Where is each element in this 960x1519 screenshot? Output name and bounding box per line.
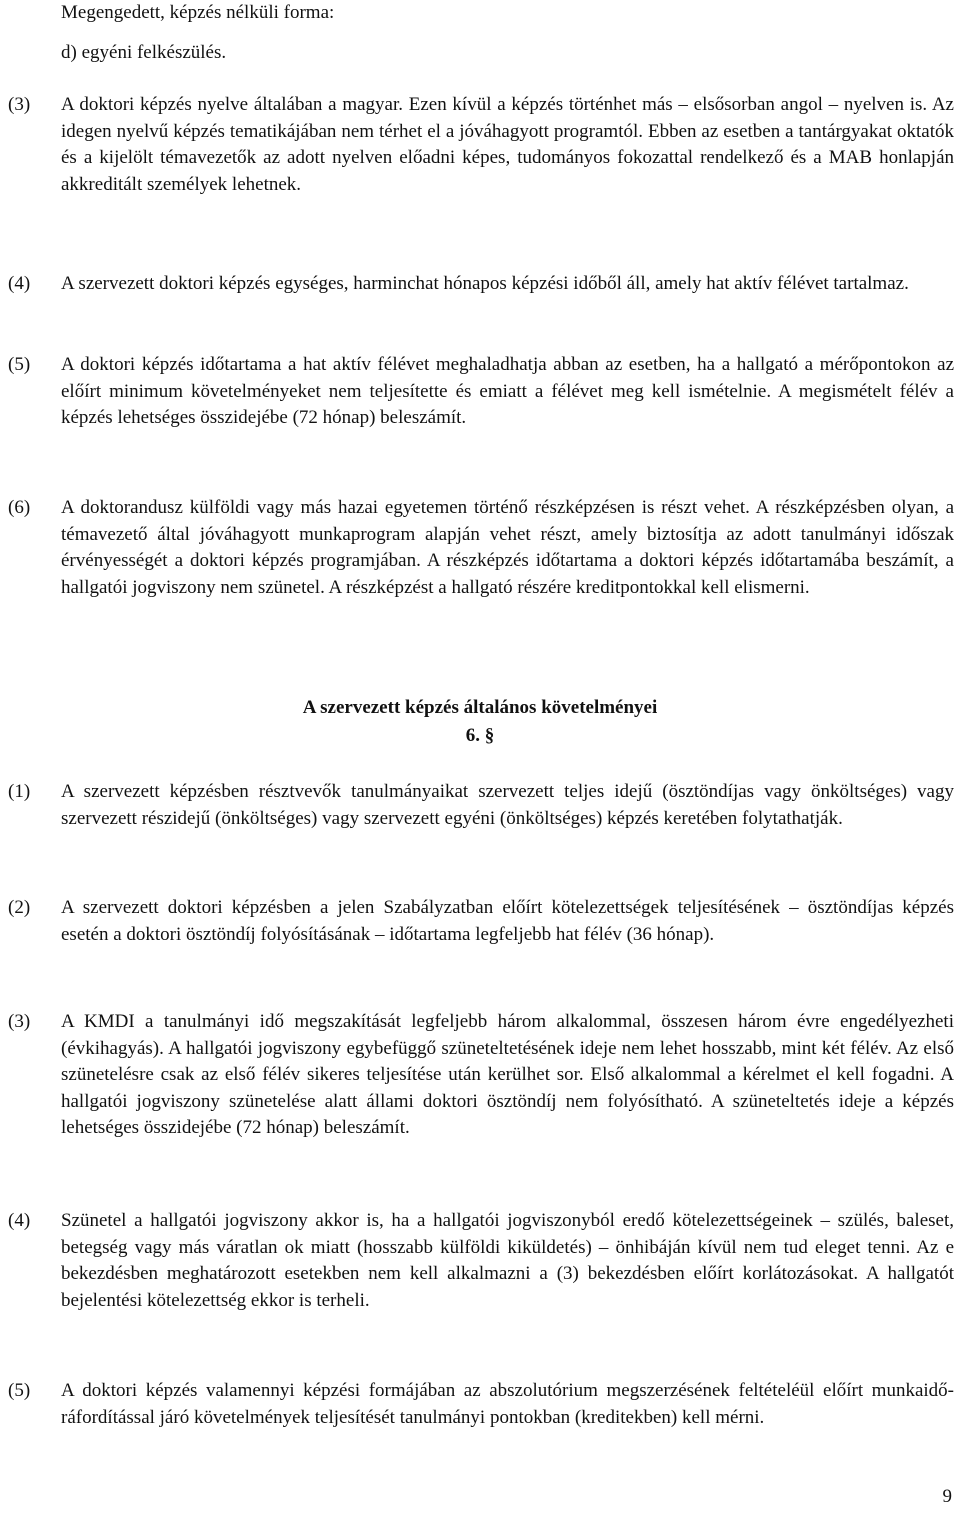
paragraph-text: A doktori képzés nyelve általában a magyar. Ezen kívül a képzés történhet más – elsősorban angol – nyelven is. Az idegen nyelvű képzés tematikájában nem térhet el a jóváhagyott programtól. Ebben az esetben a tantárgyakat oktatók és a kijelölt témavezetők az adott nyelven előadni képes, tudományos fokozattal rendelkező és a MAB honlapján akkreditált személyek lehetnek. (61, 94, 954, 195)
paragraph-number: (2) (8, 897, 31, 918)
paragraph-number: (1) (8, 781, 31, 802)
section-title: A szervezett képzés általános követelményei (302, 697, 658, 718)
paragraph-text: A doktorandusz külföldi vagy más hazai egyetemen történő részképzésen is részt vehet. A részképzésben olyan, a témavezető által jóváhagyott munkaprogram alapján vehet részt, amely biztosítja az adott tanulmányi időszak érvényességét a doktori képzés programjában. A részképzés időtartama a doktori képzés időtartamába beszámít, a hallgatói jogviszony nem szünetel. A részképzést a hallgató részére kreditpontokkal kell elismerni. (61, 497, 954, 598)
paragraph-number: (3) (8, 1011, 31, 1032)
paragraph-text: Szünetel a hallgatói jogviszony akkor is, ha a hallgatói jogviszonyból eredő kötelezettségeinek – szülés, baleset, betegség vagy más váratlan ok miatt (hosszabb külföldi kiküldetés) – önhibáján kívül nem tud eleget tenni. Az e bekezdésben meghatározott esetekben nem kell alkalmazni a (3) bekezdésben előírt korlátozásokat. A hallgatót bejelentési kötelezettség ekkor is terheli. (61, 1210, 954, 1311)
paragraph-number: (5) (8, 354, 31, 375)
intro-line-form: Megengedett, képzés nélküli forma: (61, 2, 335, 23)
paragraph-text: A szervezett doktori képzésben a jelen Szabályzatban előírt kötelezettségek teljesítésének – ösztöndíjas képzés esetén a doktori ösztöndíj folyósításának – időtartama legfeljebb hat félév (36 hónap). (61, 897, 954, 945)
paragraph-number: (3) (8, 94, 31, 115)
page-number: 9 (942, 1486, 952, 1507)
paragraph-number: (6) (8, 497, 31, 518)
paragraph-text: A szervezett doktori képzés egységes, harminchat hónapos képzési időből áll, amely hat aktív félévet tartalmaz. (61, 273, 909, 294)
paragraph-text: A doktori képzés időtartama a hat aktív félévet meghaladhatja abban az esetben, ha a hallgató a mérőpontokon az előírt minimum követelményeket nem teljesítette és emiatt a félévet meg kell ismételnie. A megismételt félév a képzés lehetséges összidejébe (72 hónap) beleszámít. (61, 354, 954, 429)
paragraph-text: A szervezett képzésben résztvevők tanulmányaikat szervezett teljes idejű (ösztöndíjas vagy önköltséges) vagy szervezett részidejű (önköltséges) vagy szervezett egyéni (önköltséges) képzés keretében folytathatják. (61, 781, 954, 829)
paragraph-text: A doktori képzés valamennyi képzési formájában az abszolutórium megszerzésének feltételéül előírt munkaidő-ráfordítással járó követelmények teljesítését tanulmányi pontokban (kreditekben) kell mérni. (61, 1380, 954, 1428)
paragraph-number: (4) (8, 1210, 31, 1231)
paragraph-number: (4) (8, 273, 31, 294)
intro-line-self-study: d) egyéni felkészülés. (61, 42, 227, 63)
paragraph-number: (5) (8, 1380, 31, 1401)
paragraph-text: A KMDI a tanulmányi idő megszakítását legfeljebb három alkalommal, összesen három évre engedélyezheti (évkihagyás). A hallgatói jogviszony egybefüggő szüneteltetésének ideje nem lehet hosszabb, mint két félév. Az első szünetelésre csak az első félév sikeres teljesítése után kerülhet sor. Első alkalommal a kérelmet el kell fogadni. A hallgatói jogviszony szünetelése alatt állami doktori ösztöndíj nem folyósítható. A szüneteltetés ideje a képzés lehetséges összidejébe (72 hónap) beleszámít. (61, 1011, 954, 1139)
section-number: 6. § (465, 725, 495, 746)
